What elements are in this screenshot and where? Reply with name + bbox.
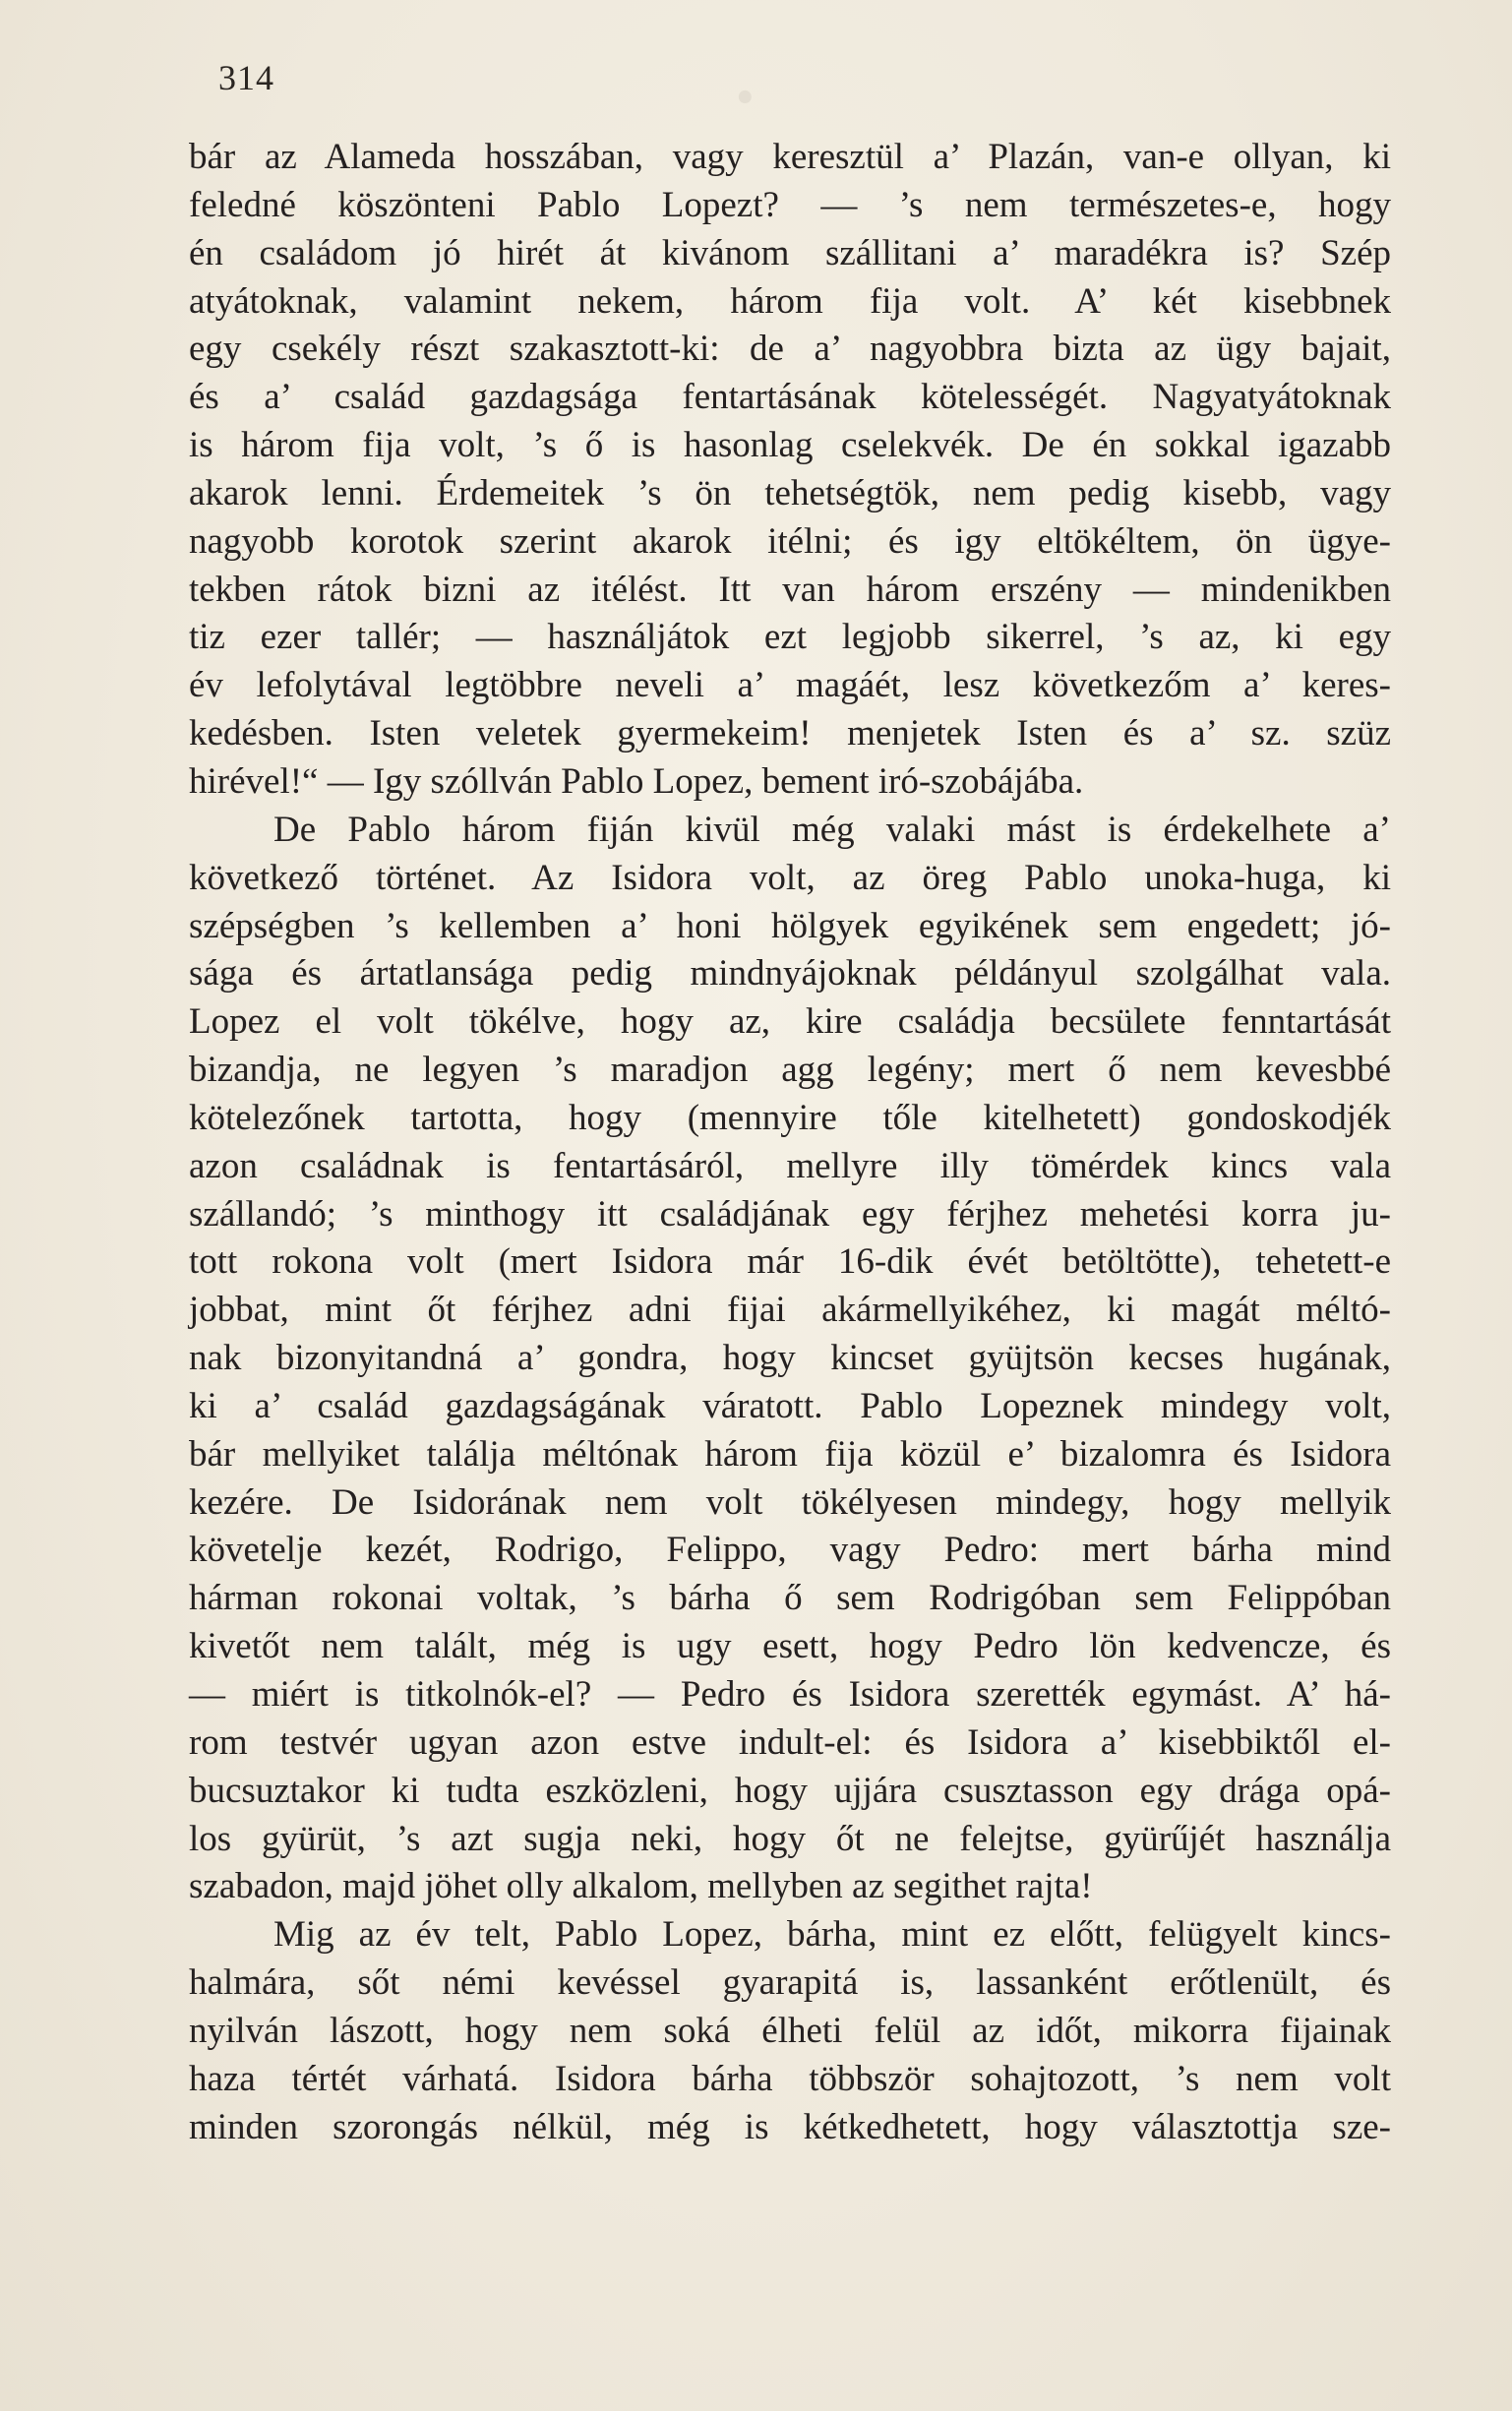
text-line: év lefolytával legtöbbre neveli a’ magáét, lesz következőm a’ keres- [189,665,1391,706]
text-line: bucsuztakor ki tudta eszközleni, hogy ujjára csusztasson egy drága opá- [189,1770,1391,1811]
text-line: szállandó; ’s minthogy itt családjának egy férjhez mehetési korra ju- [189,1193,1391,1235]
text-line: hárman rokonai voltak, ’s bárha ő sem Rodrigóban sem Felippóban [189,1578,1391,1619]
text-line: Lopez el volt tökélve, hogy az, kire családja becsülete fenntartását [189,1001,1391,1043]
text-line: kedésben. Isten veletek gyermekeim! menjetek Isten és a’ sz. szüz [189,713,1391,754]
text-line: egy csekély részt szakasztott-ki: de a’ nagyobbra bizta az ügy bajait, [189,329,1391,370]
text-line: minden szorongás nélkül, még is kétkedhetett, hogy választottja sze- [189,2106,1391,2147]
page-number: 314 [218,58,274,97]
text-line: következő történet. Az Isidora volt, az öreg Pablo unoka-huga, ki [189,857,1391,898]
text-line: tiz ezer tallér; — használjátok ezt legjobb sikerrel, ’s az, ki egy [189,617,1391,658]
text-line: sága és ártatlansága pedig mindnyájoknak példányul szolgálhat vala. [189,953,1391,995]
text-line: nagyobb korotok szerint akarok itélni; és igy eltökéltem, ön ügye- [189,520,1391,562]
body-text [189,134,1391,2151]
text-line: szabadon, majd jöhet olly alkalom, mellyben az segithet rajta! [189,1866,1093,1907]
text-line: jobbat, mint őt férjhez adni fijai akármellyikéhez, ki magát méltó- [189,1290,1391,1331]
text-line: feledné köszönteni Pablo Lopezt? — ’s nem természetes-e, hogy [189,184,1391,225]
text-line: haza tértét várhatá. Isidora bárha többször sohajtozott, ’s nem volt [189,2058,1391,2099]
text-line: én családom jó hirét át kivánom szállitani a’ maradékra is? Szép [189,232,1391,273]
text-line: ki a’ család gazdagságának váratott. Pablo Lopeznek mindegy volt, [189,1385,1391,1426]
text-line: hirével!“ — Igy szóllván Pablo Lopez, bement iró-szobájába. [189,760,1084,802]
text-line: azon családnak is fentartásáról, mellyre illy tömérdek kincs vala [189,1145,1391,1186]
text-line: nyilván lászott, hogy nem soká élheti felül az időt, mikorra fijainak [189,2010,1391,2051]
text-line: követelje kezét, Rodrigo, Felippo, vagy Pedro: mert bárha mind [189,1530,1391,1571]
text-line: Mig az év telt, Pablo Lopez, bárha, mint ez előtt, felügyelt kincs- [273,1914,1391,1956]
text-line: is három fija volt, ’s ő is hasonlag cselekvék. De én sokkal igazabb [189,425,1391,466]
text-line: kötelezőnek tartotta, hogy (mennyire tőle kitelhetett) gondoskodjék [189,1097,1391,1138]
text-line: és a’ család gazdagsága fentartásának kötelességét. Nagyatyátoknak [189,377,1391,418]
text-line: tekben rátok bizni az itélést. Itt van három erszény — mindenikben [189,569,1391,610]
text-line: De Pablo három fiján kivül még valaki mást is érdekelhete a’ [273,809,1391,850]
text-line: bár az Alameda hosszában, vagy keresztül a’ Plazán, van-e ollyan, ki [189,137,1391,177]
show-through-mark: · [732,54,758,141]
text-line: kezére. De Isidorának nem volt tökélyesen mindegy, hogy mellyik [189,1481,1391,1523]
text-line: — miért is titkolnók-el? — Pedro és Isidora szerették egymást. A’ há- [189,1674,1391,1715]
text-line: halmára, sőt némi kevéssel gyarapitá is, lassanként erőtlenült, és [189,1962,1391,2004]
text-line: los gyürüt, ’s azt sugja neki, hogy őt ne felejtse, gyürűjét használja [189,1818,1391,1859]
text-line: tott rokona volt (mert Isidora már 16-dik évét betöltötte), tehetett-e [189,1241,1391,1283]
text-line: rom testvér ugyan azon estve indult-el: és Isidora a’ kisebbiktől el- [189,1721,1391,1763]
text-line: nak bizonyitandná a’ gondra, hogy kincset gyüjtsön kecses hugának, [189,1338,1391,1379]
text-line: kivetőt nem talált, még is ugy esett, hogy Pedro lön kedvencze, és [189,1626,1391,1667]
text-line: akarok lenni. Érdemeitek ’s ön tehetségtök, nem pedig kisebb, vagy [189,472,1391,513]
text-line: bizandja, ne legyen ’s maradjon agg legény; mert ő nem kevesbbé [189,1050,1391,1091]
text-line: atyátoknak, valamint nekem, három fija volt. A’ két kisebbnek [189,280,1391,322]
text-line: szépségben ’s kellemben a’ honi hölgyek egyikének sem engedett; jó- [189,905,1391,946]
text-line: bár mellyiket találja méltónak három fija közül e’ bizalomra és Isidora [189,1433,1391,1475]
